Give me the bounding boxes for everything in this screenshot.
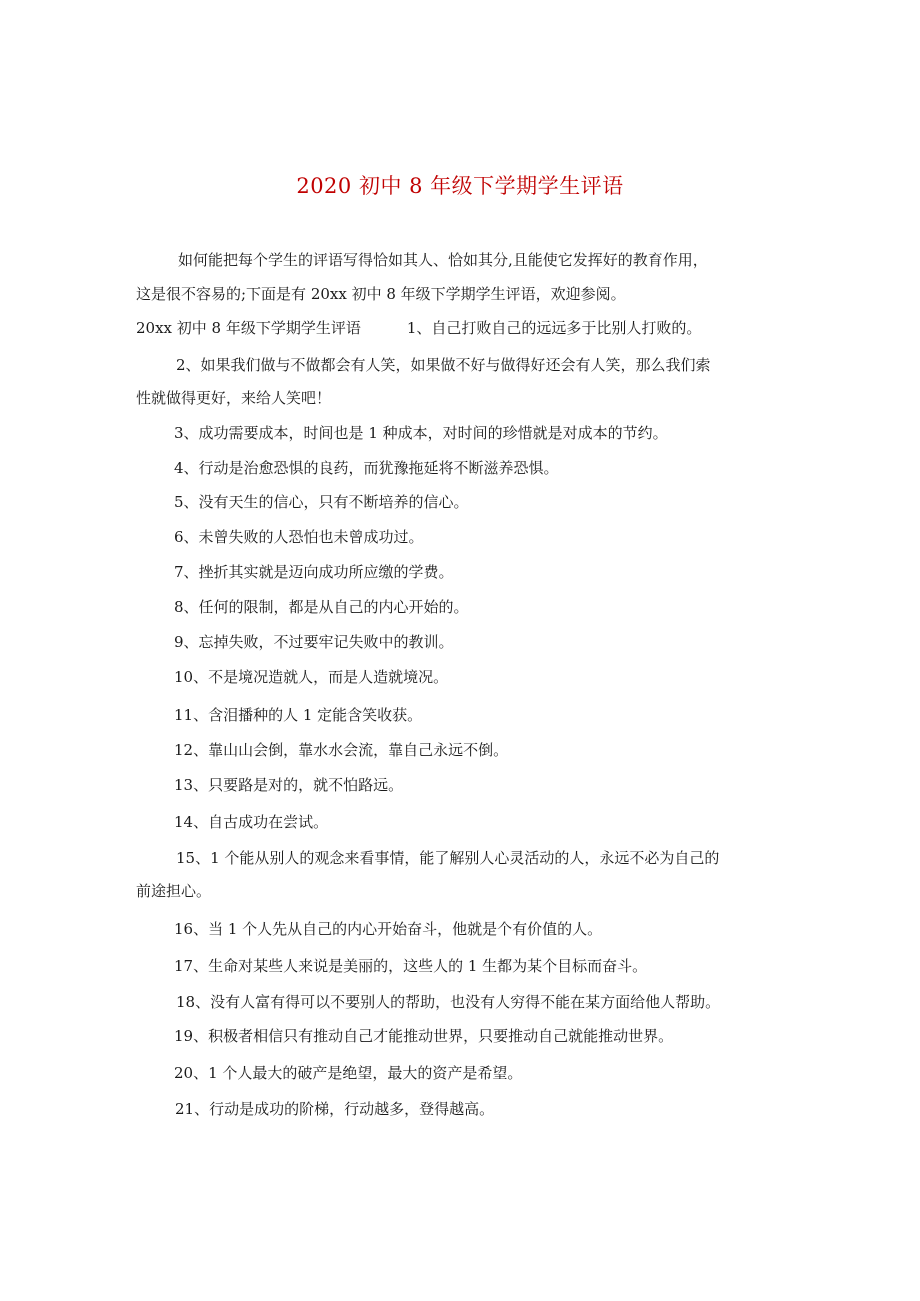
list-item-9: 9、忘掉失败，不过要牢记失败中的教训。 — [174, 633, 454, 651]
list-item-15: 15、1 个能从别人的观念来看事情，能了解别人心灵活动的人，永远不必为自己的 — [176, 849, 720, 867]
list-item-11: 11、含泪播种的人 1 定能含笑收获。 — [174, 706, 423, 724]
list-item-14: 14、自古成功在尝试。 — [174, 813, 329, 831]
list-item-2: 2、如果我们做与不做都会有人笑，如果做不好与做得好还会有人笑，那么我们索 — [176, 356, 711, 374]
document-title: 2020 初中 8 年级下学期学生评语 — [296, 174, 624, 198]
subtitle: 20xx 初中 8 年级下学期学生评语 — [136, 319, 361, 337]
list-item-7: 7、挫折其实就是迈向成功所应缴的学费。 — [174, 563, 454, 581]
intro-line-1: 如何能把每个学生的评语写得恰如其人、恰如其分,且能使它发挥好的教育作用， — [178, 251, 708, 269]
list-item-16: 16、当 1 个人先从自己的内心开始奋斗，他就是个有价值的人。 — [174, 920, 603, 938]
list-item-2-continued: 性就做得更好，来给人笑吧！ — [136, 389, 332, 407]
list-item-8: 8、任何的限制，都是从自己的内心开始的。 — [174, 598, 469, 616]
subtitle-and-item-1 — [136, 318, 701, 338]
intro-line-2: 这是很不容易的;下面是有 20xx 初中 8 年级下学期学生评语，欢迎参阅。 — [136, 285, 626, 303]
list-item-17: 17、生命对某些人来说是美丽的，这些人的 1 生都为某个目标而奋斗。 — [174, 957, 648, 975]
list-item-13: 13、只要路是对的，就不怕路远。 — [174, 776, 404, 794]
list-item-21: 21、行动是成功的阶梯，行动越多，登得越高。 — [175, 1100, 495, 1118]
list-item-19: 19、积极者相信只有推动自己才能推动世界，只要推动自己就能推动世界。 — [174, 1027, 674, 1045]
list-item-1: 1、自己打败自己的远远多于比别人打败的。 — [406, 319, 702, 337]
list-item-5: 5、没有天生的信心，只有不断培养的信心。 — [174, 493, 469, 511]
list-item-10: 10、不是境况造就人，而是人造就境况。 — [174, 668, 449, 686]
list-item-4: 4、行动是治愈恐惧的良药，而犹豫拖延将不断滋养恐惧。 — [174, 459, 559, 477]
list-item-3: 3、成功需要成本，时间也是 1 种成本，对时间的珍惜就是对成本的节约。 — [174, 424, 668, 442]
list-item-15-continued: 前途担心。 — [136, 882, 212, 900]
list-item-18: 18、没有人富有得可以不要别人的帮助，也没有人穷得不能在某方面给他人帮助。 — [176, 993, 721, 1011]
list-item-20: 20、1 个人最大的破产是绝望，最大的资产是希望。 — [174, 1064, 523, 1082]
list-item-12: 12、靠山山会倒，靠水水会流，靠自己永远不倒。 — [174, 741, 509, 759]
list-item-6: 6、未曾失败的人恐怕也未曾成功过。 — [174, 528, 424, 546]
